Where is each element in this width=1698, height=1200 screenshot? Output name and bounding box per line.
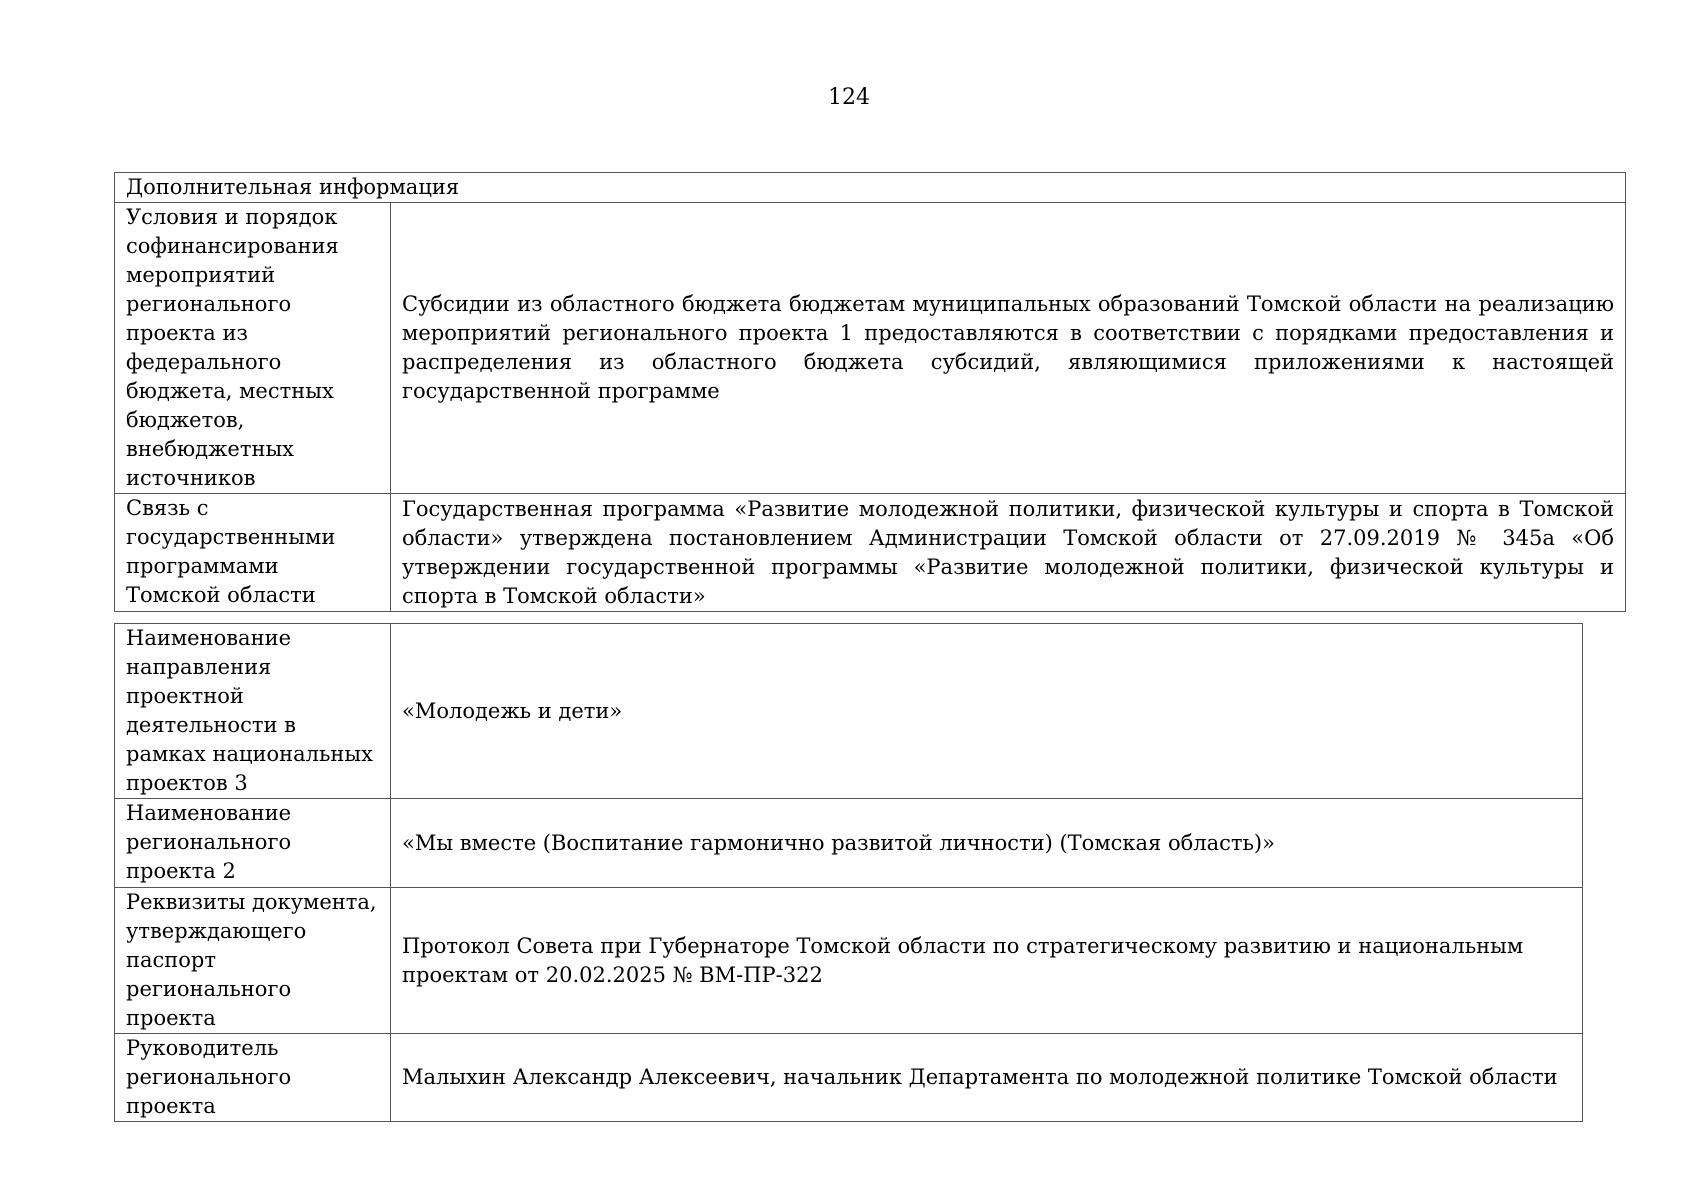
regional-project-table [114,623,1583,1122]
row-label: Реквизиты документа, утверждающего паспорт регионального проекта [115,888,391,1034]
row-value: «Молодежь и дети» [391,624,1583,799]
table-row [115,203,1626,494]
table-row [115,494,1626,612]
row-label: Наименование регионального проекта 2 [115,799,391,888]
table-row [115,888,1583,1034]
row-label: Связь с государственными программами Томской области [115,494,391,612]
section-header: Дополнительная информация [115,173,1626,203]
additional-info-table [114,172,1626,612]
row-label: Наименование направления проектной деятельности в рамках национальных проектов 3 [115,624,391,799]
table-row [115,799,1583,888]
row-label: Руководитель регионального проекта [115,1034,391,1122]
row-value: Малыхин Александр Алексеевич, начальник Департамента по молодежной политике Томской области [391,1034,1583,1122]
row-value: Протокол Совета при Губернаторе Томской области по стратегическому развитию и национальным проектам от 20.02.2025 № ВМ-ПР-322 [391,888,1583,1034]
table-header-row [115,173,1626,203]
row-label: Условия и порядок софинансирования мероприятий регионального проекта из федерального бюджета, местных бюджетов, внебюджетных источников [115,203,391,494]
row-value: Государственная программа «Развитие молодежной политики, физической культуры и спорта в Томской области» утверждена постановлением Администрации Томской области от 27.09.2019 № 345а «Об утверждении государственной программы «Развитие молодежной политики, физической культуры и спорта в Томской области» [391,494,1626,612]
row-value: Субсидии из областного бюджета бюджетам муниципальных образований Томской области на реализацию мероприятий регионального проекта 1 предоставляются в соответствии с порядками предоставления и распределения из областного бюджета субсидий, являющимися приложениями к настоящей государственной программе [391,203,1626,494]
page-number: 124 [828,85,870,110]
row-value: «Мы вместе (Воспитание гармонично развитой личности) (Томская область)» [391,799,1583,888]
table-row [115,1034,1583,1122]
table-row [115,624,1583,799]
